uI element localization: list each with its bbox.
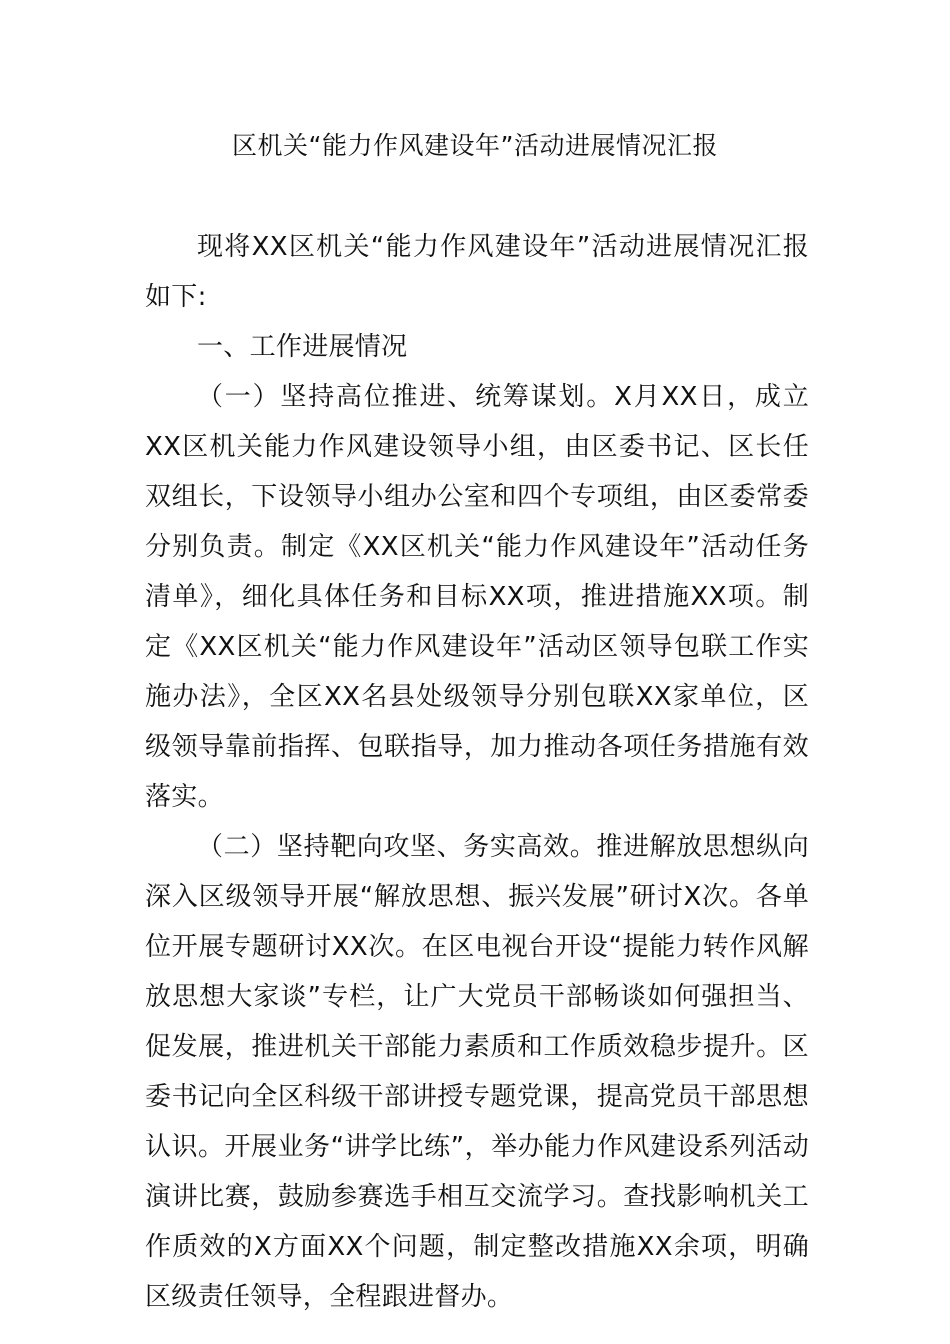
paragraph-1: （一）坚持高位推进、统筹谋划。X月XX日，成立XX区机关能力作风建设领导小组，由区委书记、区长任双组长，下设领导小组办公室和四个专项组，由区委常委分别负责。制定《XX区机关“能力作风建设年”活动任务清单》，细化具体任务和目标XX项，推进措施XX项。制定《XX区机关“能力作风建设年”活动区领导包联工作实施办法》，全区XX名县处级领导分别包联XX家单位，区级领导靠前指挥、包联指导，加力推动各项任务措施有效落实。 [145, 382, 809, 812]
document-body [145, 222, 809, 1322]
document-title: 区机关“能力作风建设年”活动进展情况汇报 [232, 131, 718, 160]
paragraph-2: （二）坚持靶向攻坚、务实高效。推进解放思想纵向深入区级领导开展“解放思想、振兴发展”研讨X次。各单位开展专题研讨XX次。在区电视台开设“提能力转作风解放思想大家谈”专栏，让广大党员干部畅谈如何强担当、促发展，推进机关干部能力素质和工作质效稳步提升。区委书记向全区科级干部讲授专题党课，提高党员干部思想认识。开展业务“讲学比练”，举办能力作风建设系列活动演讲比赛，鼓励参赛选手相互交流学习。查找影响机关工作质效的X方面XX个问题，制定整改措施XX余项，明确区级责任领导，全程跟进督办。 [145, 832, 809, 1312]
intro-paragraph: 现将XX区机关“能力作风建设年”活动进展情况汇报如下: [145, 232, 809, 312]
section-heading: 一、工作进展情况 [197, 332, 408, 362]
